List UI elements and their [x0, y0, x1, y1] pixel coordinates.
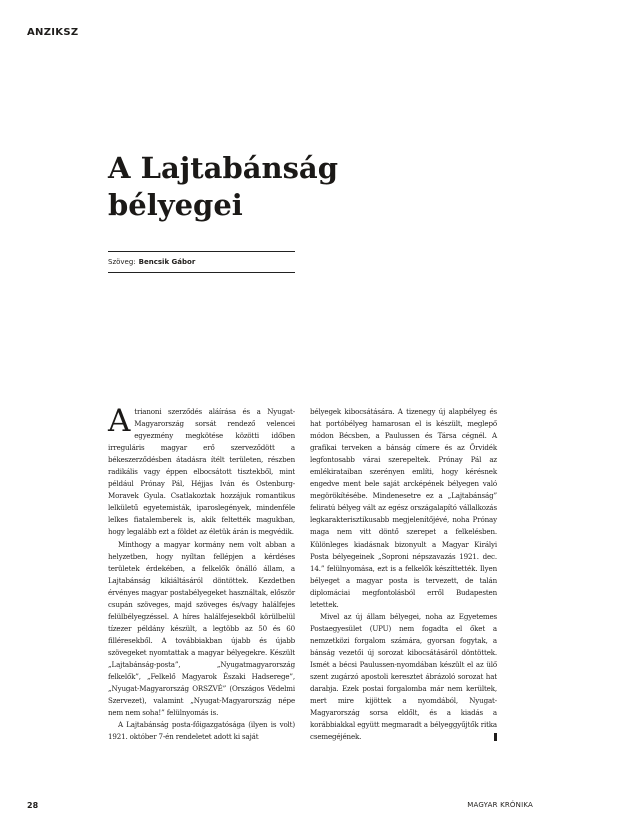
paragraph [108, 403, 295, 539]
paragraph-text: trianoni szerződés aláírása és a Nyugat-Magyarország sorsát rendező velencei egyezmény megkötése közötti időben irreguláris magyar erő szerveződött a békeszerződésben átadásra ítélt területen, részben radikális vagy éppen elbocsátott tisztekből, mint például Prónay Pál, Héjjas Iván és Ostenburg-Moravek Gyula. Csatlakoztak hozzájuk romantikus lelkületű egyetemisták, iparoslegények, mindenféle lelkes fiatalemberek is, akik feltették magukban, hogy legalább ezt a földet az életük árán is megvédik. [108, 407, 295, 537]
article-title: A Lajtabánság bélyegei [108, 151, 339, 222]
paragraph-text: Mivel az új állam bélyegei, noha az Egyetemes Postaegyesület (UPU) nem fogadta el őket a nemzetközi forgalom számára, gyorsan fogytak, a bánság vezetői új sorozat kibocsátásáról döntöttek. Ismét a bécsi Paulussen-nyomdában készült el az ülő szent zugárzó apostoli keresztet ábrázoló sorozat hat darabja. Ezek postai forgalomba már nem kerültek, mert mire kijöttek a nyomdából, Nyugat-Magyarország sorsa eldőlt, és a kiadás a korábbiakkal együtt megmaradt a bélyeggyűjtők ritka csemegéjének. [310, 611, 497, 742]
magazine-name: MAGYAR KRÓNIKA [467, 801, 533, 809]
byline [108, 251, 295, 273]
byline-label: Szöveg: [108, 258, 136, 266]
paragraph [310, 611, 497, 744]
end-of-article-mark [494, 733, 497, 741]
paragraph: bélyegek kibocsátására. A tizenegy új alapbélyeg és hat portóbélyeg hamarosan el is készült, meglepő módon Bécsben, a Paulussen és Társa cégnél. A grafikai terveken a bánság címere és az Őrvidék legfontosabb várai szerepeltek. Prónay Pál az emlékirataiban szerényen említi, hogy kérésnek engedve ment bele saját arcképének bélyegen való megörökítésébe. Mindenesetre ez a „Lajtabánság” feliratú bélyeg vált az egész országalapító vállalkozás legkarakterisztikusabb megjelenítőjévé, noha Prónay maga nem vitt döntő szerepet a felkelésben. Különleges kiadásnak bizonyult a Magyar Királyi Posta bélyegeinek „Soproni népszavazás 1921. dec. 14.” felülnyomása, ezt is a felkelők készíttették. Ilyen bélyeget a magyar posta is tervezett, de talán diplomáciai megfontolásból erről Budapesten letettek. [310, 407, 497, 609]
page-number: 28 [27, 801, 39, 810]
section-tag: ANZIKSZ [27, 27, 79, 38]
article-column-right [310, 406, 497, 743]
paragraph: A Lajtabánság posta-főigazgatósága (ilyen is volt) 1921. október 7-én rendeletet adott ki saját [108, 720, 295, 742]
article-column-left [108, 403, 295, 743]
byline-author: Bencsik Gábor [138, 258, 196, 266]
paragraph: Minthogy a magyar kormány nem volt abban a helyzetben, hogy nyíltan fellépjen a kérdéses területek érdekében, a felkelők önálló állam, a Lajtabánság kikiáltásáról döntöttek. Kezdetben érvényes magyar postabélyegeket használtak, először csupán szöveges, majd szöveges és/vagy halálfejes felülbélyegzéssel. A híres halálfejesekből körülbelül tízezer példány készült, a legtöbb az 50 és 60 filléresekből. A továbbiakban újabb és újabb szövegeket nyomtattak a magyar bélyegekre. Készült „Lajtabánság-posta”, „Nyugatmagyarország felkelők”, „Felkelő Magyarok Északi Hadserege”, „Nyugat-Magyarország ORSZVÉ” (Országos Védelmi Szervezet), valamint „Nyugat-Magyarország népe nem nem soha!” felülnyomás is. [108, 539, 295, 718]
drop-cap: A [108, 403, 131, 439]
